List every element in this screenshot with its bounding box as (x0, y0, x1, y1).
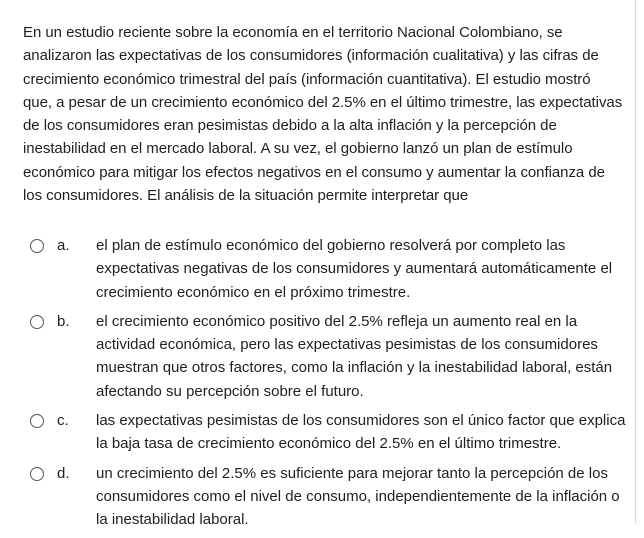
option-letter: a. (57, 237, 70, 254)
answer-options (30, 234, 630, 538)
radio-button-b[interactable] (30, 315, 44, 329)
option-d[interactable] (30, 462, 630, 532)
radio-button-c[interactable] (30, 414, 44, 428)
option-letter: d. (57, 464, 70, 482)
option-a[interactable] (30, 234, 630, 304)
radio-button-a[interactable] (30, 239, 44, 253)
option-text: las expectativas pesimistas de los consumidores son el único factor que explica la baja tasa de crecimiento económico del 2.5% en el último trimestre. (96, 412, 626, 453)
option-b[interactable] (30, 310, 630, 403)
option-text: un crecimiento del 2.5% es suficiente para mejorar tanto la percepción de los consumidores como el nivel de consumo, independientemente de la inflación o la inestabilidad laboral. (96, 464, 620, 529)
option-c[interactable] (30, 409, 630, 456)
question-stem: En un estudio reciente sobre la economía en el territorio Nacional Colombiano, se analizaron las expectativas de los consumidores (información cualitativa) y las cifras de crecimiento económico trimestral del país (información cuantitativa). El estudio mostró que, a pesar de un crecimiento económico del 2.5% en el último trimestre, las expectativas de los consumidores eran pesimistas debido a la alta inflación y la percepción de inestabilidad en el mercado laboral. A su vez, el gobierno lanzó un plan de estímulo económico para mitigar los efectos negativos en el consumo y aumentar la confianza de los consumidores. El análisis de la situación permite interpretar que (23, 24, 623, 205)
option-text: el plan de estímulo económico del gobierno resolverá por completo las expectativas negativas de los consumidores y aumentará automáticamente el crecimiento económico en el próximo trimestre. (96, 237, 613, 301)
option-letter: c. (57, 412, 69, 430)
option-letter: b. (57, 312, 70, 330)
radio-button-d[interactable] (30, 467, 44, 481)
option-text: el crecimiento económico positivo del 2.5% refleja un aumento real en la actividad económica, pero las expectativas pesimistas de los consumidores muestran que otros factores, como la inflación y la inestabilidad laboral, están afectando su percepción sobre el futuro. (96, 312, 613, 400)
